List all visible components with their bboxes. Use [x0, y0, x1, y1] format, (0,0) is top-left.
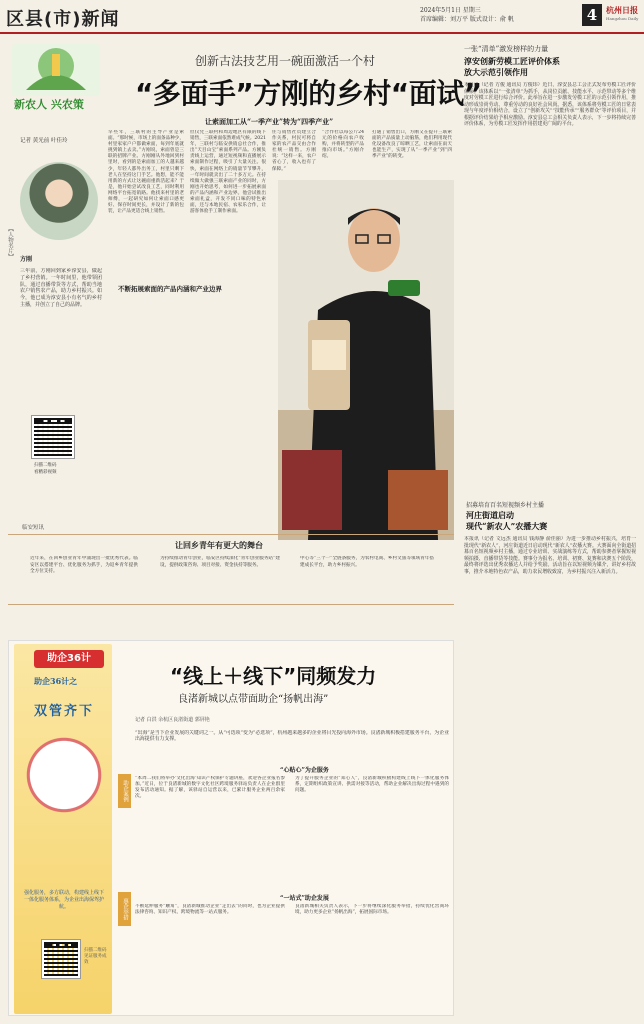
section-title: 区县(市)新闻	[6, 9, 120, 30]
article-column-2: 但仅凭三联村和周边地区有限的线下销售，三联索面依然难成气候。2021年，三联村与临安供销总社合作，推出“天目山宝”索面系列产品。方刚负责线上运营，通过短视频和直播展示索面制作过程，吸引了大量关注。很快，索面在网络上的销量节节攀升，一年时间就卖出了二十多万元。在持续做大做强三联索面产业的同时，方刚也开始思考，如何进一步拓展索面的产品内涵和产业边界。他尝试推出索面礼盒，开发不同口味的特色索面，还与本地民宿、农家乐合作，让游客体验手工制作索面。	[190, 130, 266, 215]
divider	[8, 604, 454, 605]
qr-caption: 扫描二维码 看精彩视频	[34, 463, 57, 475]
paper-name: 杭州日报	[606, 5, 638, 15]
section-tag-measures: 惠企举措	[118, 892, 131, 926]
bottom-headline: “线上＋线下”同频发力	[170, 664, 377, 688]
banner-column-3: 中心等“三个一”全链条服务，为农村电商、乡村文旅等领域青年搭建成长平台，助力乡村振兴。	[300, 556, 434, 568]
bottom-column-3: 不断延伸服务“触角”，良渚新城推动企业“走出去”的同时，也为企业提供法律咨询、知识产权、跨境物流等一站式服务。	[135, 904, 285, 916]
profile-portrait-photo	[20, 162, 98, 240]
article-column-4: “合作社以每公斤24元的价格向农户收购，并将转型的产品推向市场。”方刚介绍。	[322, 130, 364, 160]
article-byline: 记者 黄光前 叶佳玲	[20, 138, 68, 144]
promo-description: 强化服务，多方联动，构建线上线下一体化服务体系，为企业出海保驾护航。	[23, 890, 104, 910]
right-article-title: 淳安创新劳模工匠评价体系 放大示范引领作用	[464, 56, 560, 77]
promo-line-1: 助企36计之	[34, 676, 78, 686]
right-article-2-text: 本报讯（记者 文远杰 通讯员 钱海静 俞佳丽）为进一步推动乡村振兴，培育一批现代“新农人”，河庄街道近日启动现代“新农人”农播大赛。大赛面向全街道招募百名短视频乡村主播，通过专业培训、实战演练等方式，帮助参赛者掌握短视频拍摄、直播带货等技能。赛事分为报名、培训、初赛、复赛和决赛五个阶段，最终将评选出优秀农播达人并给予奖励。活动旨在以短视频为媒介，讲好乡村故事，推介本地特色农产品，助力农民增收致富，为乡村振兴注入新活力。	[464, 536, 636, 575]
promo-illustration	[22, 730, 106, 820]
profile-name: 方刚	[20, 256, 33, 263]
banner-title: 让回乡青年有更大的舞台	[175, 540, 263, 550]
article-subhead-1: 让索面加工从“一季产业”转为“四季产业”	[205, 117, 334, 126]
section-tag-case: 助企案例	[118, 774, 131, 808]
bottom-subhead-1: “心贴心”为企服务	[280, 767, 329, 774]
issue-editors: 首席编辑：刘万平 版式设计：俞 帆	[420, 16, 514, 23]
profile-label: 【人物名片】	[7, 226, 13, 259]
banner-column-1: 近年来，在回乡创业青年中涌现出一批优秀代表。临安区以搭建平台、优化服务为抓手，为返乡青年提供全方位支持。	[30, 556, 138, 574]
promo-badge: 助企36计	[34, 650, 104, 668]
bottom-byline: 记者 白洪 余杭区良渚街道 郭屏艳	[135, 717, 210, 723]
bottom-subhead: 良渚新城以点带面助企“扬帆出海”	[178, 694, 329, 705]
right-article-kicker: 一张“清单”激发榜样的力量	[464, 45, 549, 53]
right-article-2-kicker: 招募培育百名短视频乡村主播	[466, 502, 545, 509]
column-logo-tag: 新农人 兴农策	[14, 98, 84, 111]
right-article-text: 本报讯（记者 方俊 通讯员 方俊玮）近日，淳安县总工会正式发布劳模工匠评价体系。该体系以“一张清单”为抓手，从岗位贡献、技能水平、示范带动等多个维度对劳模工匠进行综合评价。此举旨在进一步激发劳模工匠的示范引领作用，推动形成崇尚劳动、尊重劳动的良好社会风尚。据悉，该体系将劳模工匠的日常表现与年度评价相结合，设立了“创新攻关”“技能传承”“服务群众”等评价项目，并根据评价结果给予相应激励。淳安县总工会相关负责人表示，下一步将持续完善评价体系，为劳模工匠发挥作用搭建更广阔的平台。	[464, 82, 636, 128]
main-photo	[278, 180, 454, 540]
article-kicker: 创新古法技艺用一碗面激活一个村	[195, 54, 376, 68]
bottom-column-1: “本周二我们将举办‘文化出海’知识产权保护专题讲座，欢迎各企业报名参加。”近日，位于良渚新城的数字文化社区跨境服务驿站负责人在企业群里发布活动通知。据了解，该驿站自运营以来，已累计服务企业两百余家次。	[135, 776, 285, 800]
article-subhead-2: 不断拓展索面的产品内涵和产业边界	[118, 285, 222, 293]
promo-line-2: 双管齐下	[34, 704, 95, 719]
bottom-column-2: 为了提升服务企业的“知心人”，良渚新城积极构建线上线下一体化服务体系，定期组织政策宣讲、供需对接等活动，帮助企业解决出海过程中遇到的问题。	[295, 776, 449, 794]
banner-kicker: 临安短讯	[22, 525, 45, 531]
bottom-subhead-2: “一站式”助企发展	[280, 895, 329, 902]
profile-bio: 三年前，方刚回到家乡淳安县，做起了乡村营销。一年时间里，他带领团队，通过直播带货等方式，帮助当地农户销售农产品，助力乡村振兴。如今，他已成为淳安县小有名气的乡村主播，并创立了自己的品牌。	[20, 268, 102, 308]
article-column-5: 打通了销售出口，方刚又在提升三联索面的产品质量上动脑筋，他们利用现代化设备改良了晾晒工艺，让索面在雨天也能生产，实现了从“一季产业”到“四季产业”的转变。	[372, 130, 452, 160]
promo-qr-caption: 扫描二维码 见证服务成效	[84, 948, 107, 965]
banner-column-2: 为持续推动青年创业，临安区持续深化“青年创业服务站”建设，提供政策咨询、项目对接、资金扶持等服务。	[160, 556, 280, 568]
video-qr-code[interactable]	[32, 416, 74, 458]
divider	[8, 534, 454, 535]
article-column-1: 早些年，三联村的主导产业是索面。“那时候，市场上的面条品种少，村里家家户户都做索面，每到年底就挑到镇上去卖。”方刚说，索面曾是三联的招牌产业。方刚刚从外地回到村里时，看到的是索面加工的人越来越少，年轻人都外出务工，村里只剩下老人在坚持这门手艺。他想，能不能用新的方式让这碗面重新活起来？于是，他开始尝试改良工艺，同时利用网络平台拓宽销路。他找来村里的老师傅，一起研究如何让索面口感更好、保存时间更长，并设计了新的包装，让产品更适合线上销售。	[108, 130, 184, 215]
paper-name-en: Hangzhou Daily	[606, 16, 639, 21]
right-article-2-title: 河庄街道启动 现代“新农人”农播大赛	[466, 510, 548, 531]
issue-date: 2024年5月1日 星期三	[420, 7, 481, 14]
bottom-column-4: 良渚新城相关负责人表示，下一步将继续深化服务举措，持续优化营商环境，助力更多企业“扬帆出海”，拓展国际市场。	[295, 904, 449, 916]
bottom-lead: “出海”是当下企业发展的关键词之一。从“可选项”变为“必选项”，杭州越来越多的企业将目光投向海外市场。良渚新城积极搭建服务平台，为企业出海提供有力支撑。	[135, 730, 449, 743]
article-headline: “多面手”方刚的乡村“面试”	[135, 77, 482, 110]
article-column-3: 住与销售社员建立合作关系，村民可将自家的农产品交由合作社统一销售。方刚说：“这样一来，农户省心了，收入也有了保障。”	[272, 130, 316, 172]
page-number: 4	[582, 4, 602, 26]
promo-qr-code[interactable]	[42, 940, 80, 978]
